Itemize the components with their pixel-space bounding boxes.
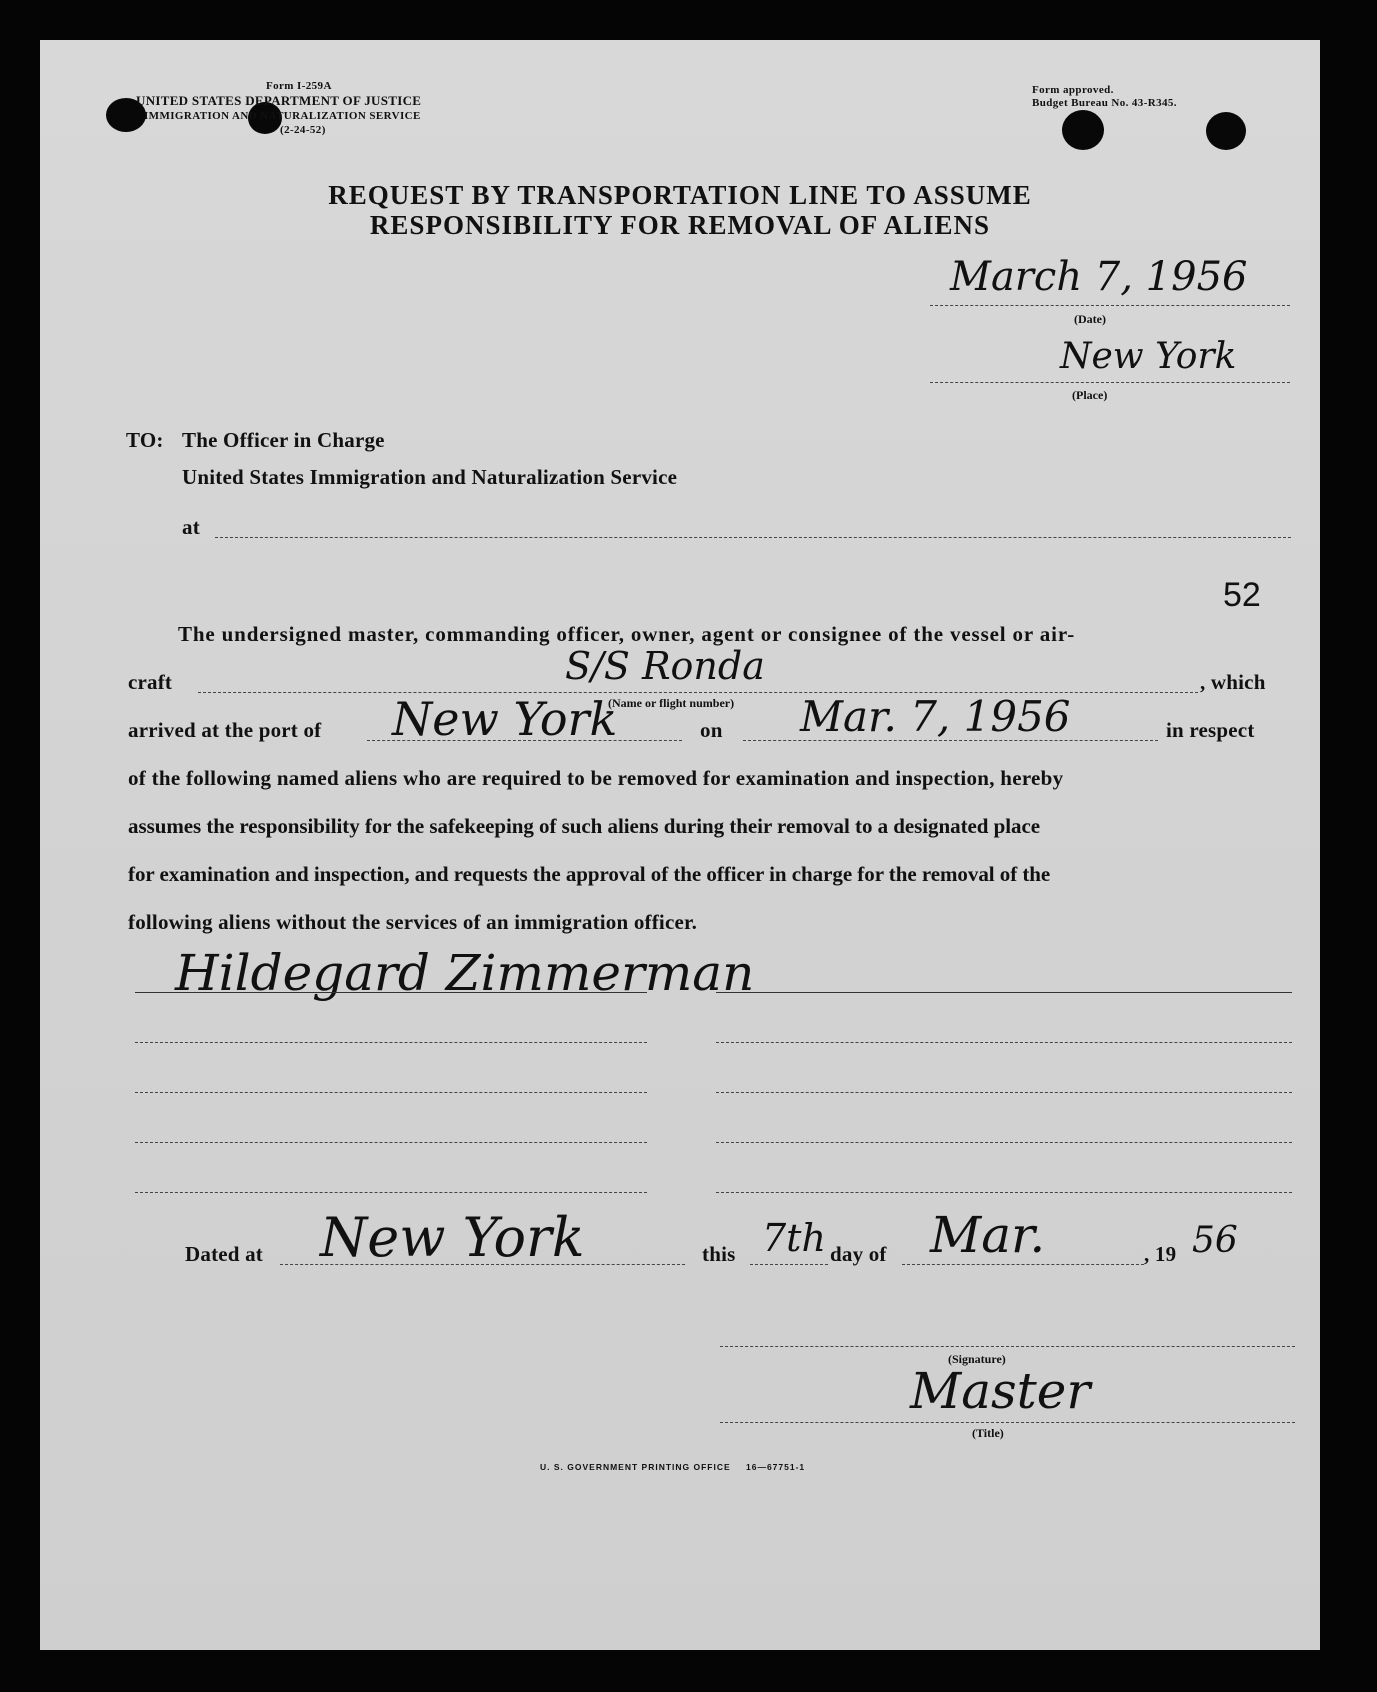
form-approved-note: Form approved. bbox=[1032, 84, 1114, 96]
place-value: New York bbox=[1060, 336, 1237, 377]
craft-value: S/S Ronda bbox=[565, 644, 765, 688]
form-title-line2: RESPONSIBILITY FOR REMOVAL OF ALIENS bbox=[369, 210, 991, 240]
place-caption: (Place) bbox=[1072, 388, 1108, 402]
alien-line-right bbox=[716, 1192, 1292, 1193]
which-label: , which bbox=[1200, 670, 1266, 694]
place-line bbox=[930, 382, 1290, 383]
dated-at-value: New York bbox=[320, 1206, 585, 1269]
date-line bbox=[930, 305, 1290, 306]
day-of-label: day of bbox=[830, 1242, 887, 1266]
year-prefix: , 19 bbox=[1144, 1242, 1177, 1266]
addressee-line1: The Officer in Charge bbox=[182, 428, 385, 452]
month-value: Mar. bbox=[930, 1206, 1046, 1264]
form-title-line1: REQUEST BY TRANSPORTATION LINE TO ASSUME bbox=[328, 180, 1032, 210]
signature-line bbox=[720, 1346, 1295, 1347]
body-line5: assumes the responsibility for the safekeeping of such aliens during their removal to a designated place bbox=[128, 814, 1041, 838]
budget-bureau-number: Budget Bureau No. 43-R345. bbox=[1032, 97, 1177, 109]
addressee-line2: United States Immigration and Naturalization Service bbox=[182, 465, 678, 489]
on-label: on bbox=[700, 718, 723, 742]
service-line: IMMIGRATION AND NATURALIZATION SERVICE bbox=[144, 110, 421, 122]
stamp-number: 52 bbox=[1223, 576, 1261, 614]
alien-line-left bbox=[135, 1192, 647, 1193]
craft-label: craft bbox=[128, 670, 173, 694]
alien-line-right bbox=[716, 1142, 1292, 1143]
alien-line-left bbox=[135, 1092, 647, 1093]
title-value: Master bbox=[910, 1362, 1091, 1420]
alien-line-right bbox=[716, 1042, 1292, 1043]
alien-line-right bbox=[716, 1092, 1292, 1093]
this-label: this bbox=[702, 1242, 736, 1266]
body-line7: following aliens without the services of an immigration officer. bbox=[128, 910, 698, 934]
department-line: UNITED STATES DEPARTMENT OF JUSTICE bbox=[136, 93, 422, 108]
alien-line-right bbox=[716, 992, 1292, 993]
punch-hole-mark bbox=[1206, 112, 1246, 150]
title-caption: (Title) bbox=[972, 1426, 1004, 1440]
date-caption: (Date) bbox=[1074, 312, 1106, 326]
day-value: 7th bbox=[762, 1216, 826, 1260]
port-value: New York bbox=[392, 692, 618, 746]
in-respect-label: in respect bbox=[1166, 718, 1255, 742]
arrival-date-value: Mar. 7, 1956 bbox=[800, 692, 1071, 741]
arrived-label: arrived at the port of bbox=[128, 718, 322, 742]
at-label: at bbox=[182, 515, 200, 539]
at-line bbox=[215, 537, 1291, 538]
signature-caption: (Signature) bbox=[948, 1352, 1006, 1366]
alien-line-left bbox=[135, 1042, 647, 1043]
dated-at-label: Dated at bbox=[185, 1242, 264, 1266]
form-page bbox=[40, 40, 1320, 1650]
alien-name-1: Hildegard Zimmerman bbox=[175, 944, 755, 1002]
body-line6: for examination and inspection, and requests the approval of the officer in charge for the removal of the bbox=[128, 862, 1051, 886]
name-caption: (Name or flight number) bbox=[608, 696, 735, 710]
day-line bbox=[750, 1264, 828, 1265]
form-number: Form I-259A bbox=[266, 80, 332, 92]
body-line1: The undersigned master, commanding officer, owner, agent or consignee of the vessel or air- bbox=[178, 622, 1076, 646]
punch-hole-mark bbox=[1062, 110, 1104, 150]
year-value: 56 bbox=[1192, 1220, 1238, 1261]
printer-imprint: U. S. GOVERNMENT PRINTING OFFICE bbox=[540, 1462, 731, 1472]
form-print-code: 16—67751-1 bbox=[746, 1462, 806, 1472]
month-line bbox=[902, 1264, 1144, 1265]
body-line4: of the following named aliens who are required to be removed for examination and inspection, hereby bbox=[128, 766, 1064, 790]
to-label: TO: bbox=[126, 428, 164, 452]
date-value: March 7, 1956 bbox=[950, 254, 1248, 300]
alien-line-left bbox=[135, 1142, 647, 1143]
form-edition: (2-24-52) bbox=[280, 124, 326, 136]
alien-line-left bbox=[135, 992, 647, 993]
title-line bbox=[720, 1422, 1295, 1423]
